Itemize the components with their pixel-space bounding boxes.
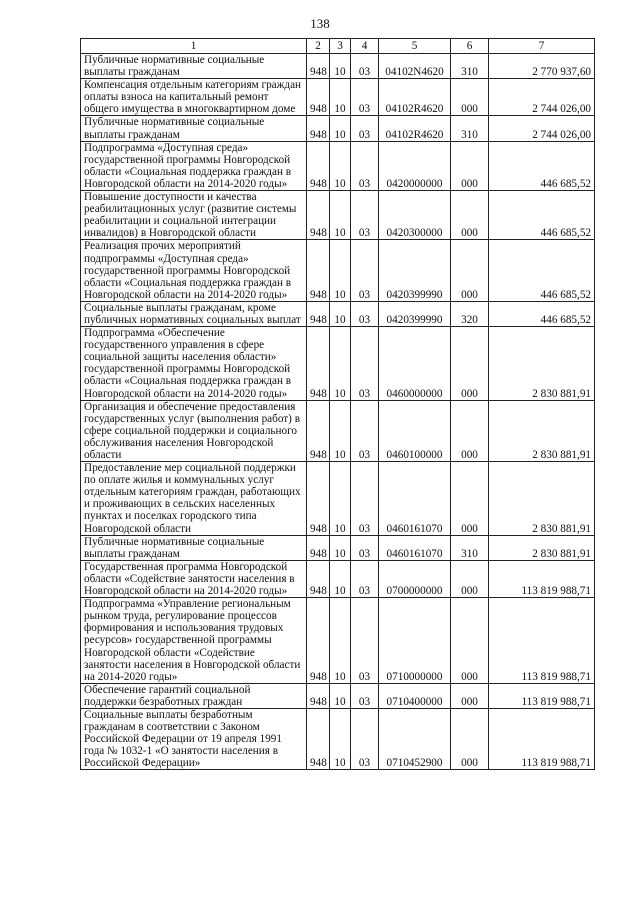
table-row <box>81 301 595 326</box>
row-name: Публичные нормативные социальные выплаты гражданам <box>81 535 307 560</box>
row-code-ministry: 948 <box>307 79 330 116</box>
row-code-ministry: 948 <box>307 535 330 560</box>
row-subsection: 03 <box>351 535 379 560</box>
row-amount: 2 830 881,91 <box>489 327 595 401</box>
row-code-ministry: 948 <box>307 54 330 79</box>
row-subsection: 03 <box>351 683 379 708</box>
table-row <box>81 141 595 190</box>
row-target-article: 0460100000 <box>379 400 451 461</box>
header-col-5: 5 <box>379 39 451 54</box>
row-expense-type: 000 <box>451 327 489 401</box>
row-expense-type: 000 <box>451 240 489 301</box>
row-section: 10 <box>330 301 351 326</box>
row-name: Предоставление мер социальной поддержки по оплате жилья и коммунальных услуг отдельным категориям граждан, работающих и проживающих в сельских населенных пунктах и поселках городского типа Новгородской области <box>81 462 307 536</box>
row-expense-type: 000 <box>451 79 489 116</box>
row-amount: 2 830 881,91 <box>489 462 595 536</box>
row-code-ministry: 948 <box>307 327 330 401</box>
row-section: 10 <box>330 400 351 461</box>
row-subsection: 03 <box>351 116 379 141</box>
row-amount: 446 685,52 <box>489 141 595 190</box>
row-code-ministry: 948 <box>307 462 330 536</box>
row-name: Социальные выплаты гражданам, кроме публичных нормативных социальных выплат <box>81 301 307 326</box>
budget-table <box>80 38 595 770</box>
row-subsection: 03 <box>351 708 379 769</box>
table-row <box>81 327 595 401</box>
row-expense-type: 320 <box>451 301 489 326</box>
page-number: 138 <box>310 16 330 31</box>
row-code-ministry: 948 <box>307 301 330 326</box>
table-row <box>81 240 595 301</box>
row-target-article: 04102R4620 <box>379 116 451 141</box>
row-subsection: 03 <box>351 79 379 116</box>
row-code-ministry: 948 <box>307 560 330 597</box>
row-amount: 2 830 881,91 <box>489 400 595 461</box>
row-target-article: 0710400000 <box>379 683 451 708</box>
row-target-article: 04102R4620 <box>379 79 451 116</box>
row-amount: 113 819 988,71 <box>489 708 595 769</box>
row-section: 10 <box>330 683 351 708</box>
row-code-ministry: 948 <box>307 683 330 708</box>
row-target-article: 0460161070 <box>379 535 451 560</box>
row-amount: 2 744 026,00 <box>489 79 595 116</box>
row-amount: 113 819 988,71 <box>489 560 595 597</box>
header-col-1: 1 <box>81 39 307 54</box>
row-target-article: 0700000000 <box>379 560 451 597</box>
table-row <box>81 683 595 708</box>
row-section: 10 <box>330 535 351 560</box>
row-section: 10 <box>330 79 351 116</box>
row-subsection: 03 <box>351 240 379 301</box>
row-name: Государственная программа Новгородской области «Содействие занятости населения в Новгородской области на 2014-2020 годы» <box>81 560 307 597</box>
row-target-article: 0710000000 <box>379 598 451 684</box>
row-section: 10 <box>330 141 351 190</box>
table-row <box>81 191 595 240</box>
row-name: Обеспечение гарантий социальной поддержки безработных граждан <box>81 683 307 708</box>
row-section: 10 <box>330 240 351 301</box>
row-subsection: 03 <box>351 54 379 79</box>
row-target-article: 04102N4620 <box>379 54 451 79</box>
row-amount: 446 685,52 <box>489 301 595 326</box>
row-subsection: 03 <box>351 560 379 597</box>
row-subsection: 03 <box>351 141 379 190</box>
row-amount: 113 819 988,71 <box>489 598 595 684</box>
header-col-2: 2 <box>307 39 330 54</box>
row-amount: 446 685,52 <box>489 240 595 301</box>
row-subsection: 03 <box>351 400 379 461</box>
row-amount: 113 819 988,71 <box>489 683 595 708</box>
row-expense-type: 000 <box>451 400 489 461</box>
row-section: 10 <box>330 191 351 240</box>
row-section: 10 <box>330 598 351 684</box>
row-expense-type: 310 <box>451 54 489 79</box>
row-expense-type: 310 <box>451 116 489 141</box>
row-name: Подпрограмма «Управление региональным рынком труда, регулирование процессов формирования и использования трудовых ресурсов» государственной программы Новгородской области «Содействие занятости населения в Новгородской области на 2014-2020 годы» <box>81 598 307 684</box>
row-name: Организация и обеспечение предоставления государственных услуг (выполнения работ) в сфере социальной поддержки и социального обслуживания населения Новгородской области <box>81 400 307 461</box>
table-row <box>81 54 595 79</box>
row-expense-type: 000 <box>451 191 489 240</box>
header-col-6: 6 <box>451 39 489 54</box>
row-amount: 2 770 937,60 <box>489 54 595 79</box>
row-code-ministry: 948 <box>307 240 330 301</box>
row-name: Компенсация отдельным категориям граждан оплаты взноса на капитальный ремонт общего имущества в многоквартирном доме <box>81 79 307 116</box>
header-col-4: 4 <box>351 39 379 54</box>
row-name: Повышение доступности и качества реабилитационных услуг (развитие системы реабилитации и социальной интеграции инвалидов) в Новгородской области <box>81 191 307 240</box>
table-row <box>81 708 595 769</box>
row-subsection: 03 <box>351 462 379 536</box>
row-expense-type: 000 <box>451 141 489 190</box>
row-section: 10 <box>330 462 351 536</box>
row-expense-type: 310 <box>451 535 489 560</box>
row-target-article: 0460161070 <box>379 462 451 536</box>
row-target-article: 0420300000 <box>379 191 451 240</box>
table-row <box>81 560 595 597</box>
row-code-ministry: 948 <box>307 141 330 190</box>
row-subsection: 03 <box>351 327 379 401</box>
table-row <box>81 535 595 560</box>
table-row <box>81 400 595 461</box>
row-subsection: 03 <box>351 191 379 240</box>
row-amount: 2 744 026,00 <box>489 116 595 141</box>
header-col-7: 7 <box>489 39 595 54</box>
header-row <box>81 39 595 54</box>
row-target-article: 0710452900 <box>379 708 451 769</box>
row-section: 10 <box>330 327 351 401</box>
row-expense-type: 000 <box>451 598 489 684</box>
row-name: Подпрограмма «Доступная среда» государственной программы Новгородской области «Социальная поддержка граждан в Новгородской области на 2014-2020 годы» <box>81 141 307 190</box>
row-section: 10 <box>330 116 351 141</box>
row-section: 10 <box>330 54 351 79</box>
row-code-ministry: 948 <box>307 116 330 141</box>
row-target-article: 0420000000 <box>379 141 451 190</box>
table-row <box>81 79 595 116</box>
row-section: 10 <box>330 560 351 597</box>
row-target-article: 0420399990 <box>379 240 451 301</box>
row-code-ministry: 948 <box>307 191 330 240</box>
row-code-ministry: 948 <box>307 598 330 684</box>
row-amount: 446 685,52 <box>489 191 595 240</box>
row-name: Реализация прочих мероприятий подпрограммы «Доступная среда» государственной программы Новгородской области «Социальная поддержка граждан в Новгородской области на 2014-2020 годы» <box>81 240 307 301</box>
row-subsection: 03 <box>351 301 379 326</box>
table-row <box>81 598 595 684</box>
row-expense-type: 000 <box>451 683 489 708</box>
row-target-article: 0460000000 <box>379 327 451 401</box>
table-row <box>81 116 595 141</box>
row-name: Публичные нормативные социальные выплаты гражданам <box>81 116 307 141</box>
row-code-ministry: 948 <box>307 708 330 769</box>
row-expense-type: 000 <box>451 708 489 769</box>
header-col-3: 3 <box>330 39 351 54</box>
row-expense-type: 000 <box>451 462 489 536</box>
row-expense-type: 000 <box>451 560 489 597</box>
row-subsection: 03 <box>351 598 379 684</box>
table-row <box>81 462 595 536</box>
row-name: Подпрограмма «Обеспечение государственного управления в сфере социальной защиты населения области» государственной программы Новгородской области «Социальная поддержка граждан в Новгородской области на 2014-2020 годы» <box>81 327 307 401</box>
row-section: 10 <box>330 708 351 769</box>
row-amount: 2 830 881,91 <box>489 535 595 560</box>
row-name: Публичные нормативные социальные выплаты гражданам <box>81 54 307 79</box>
row-name: Социальные выплаты безработным гражданам в соответствии с Законом Российской Федерации от 19 апреля 1991 года № 1032-1 «О занятости населения в Российской Федерации» <box>81 708 307 769</box>
row-code-ministry: 948 <box>307 400 330 461</box>
row-target-article: 0420399990 <box>379 301 451 326</box>
